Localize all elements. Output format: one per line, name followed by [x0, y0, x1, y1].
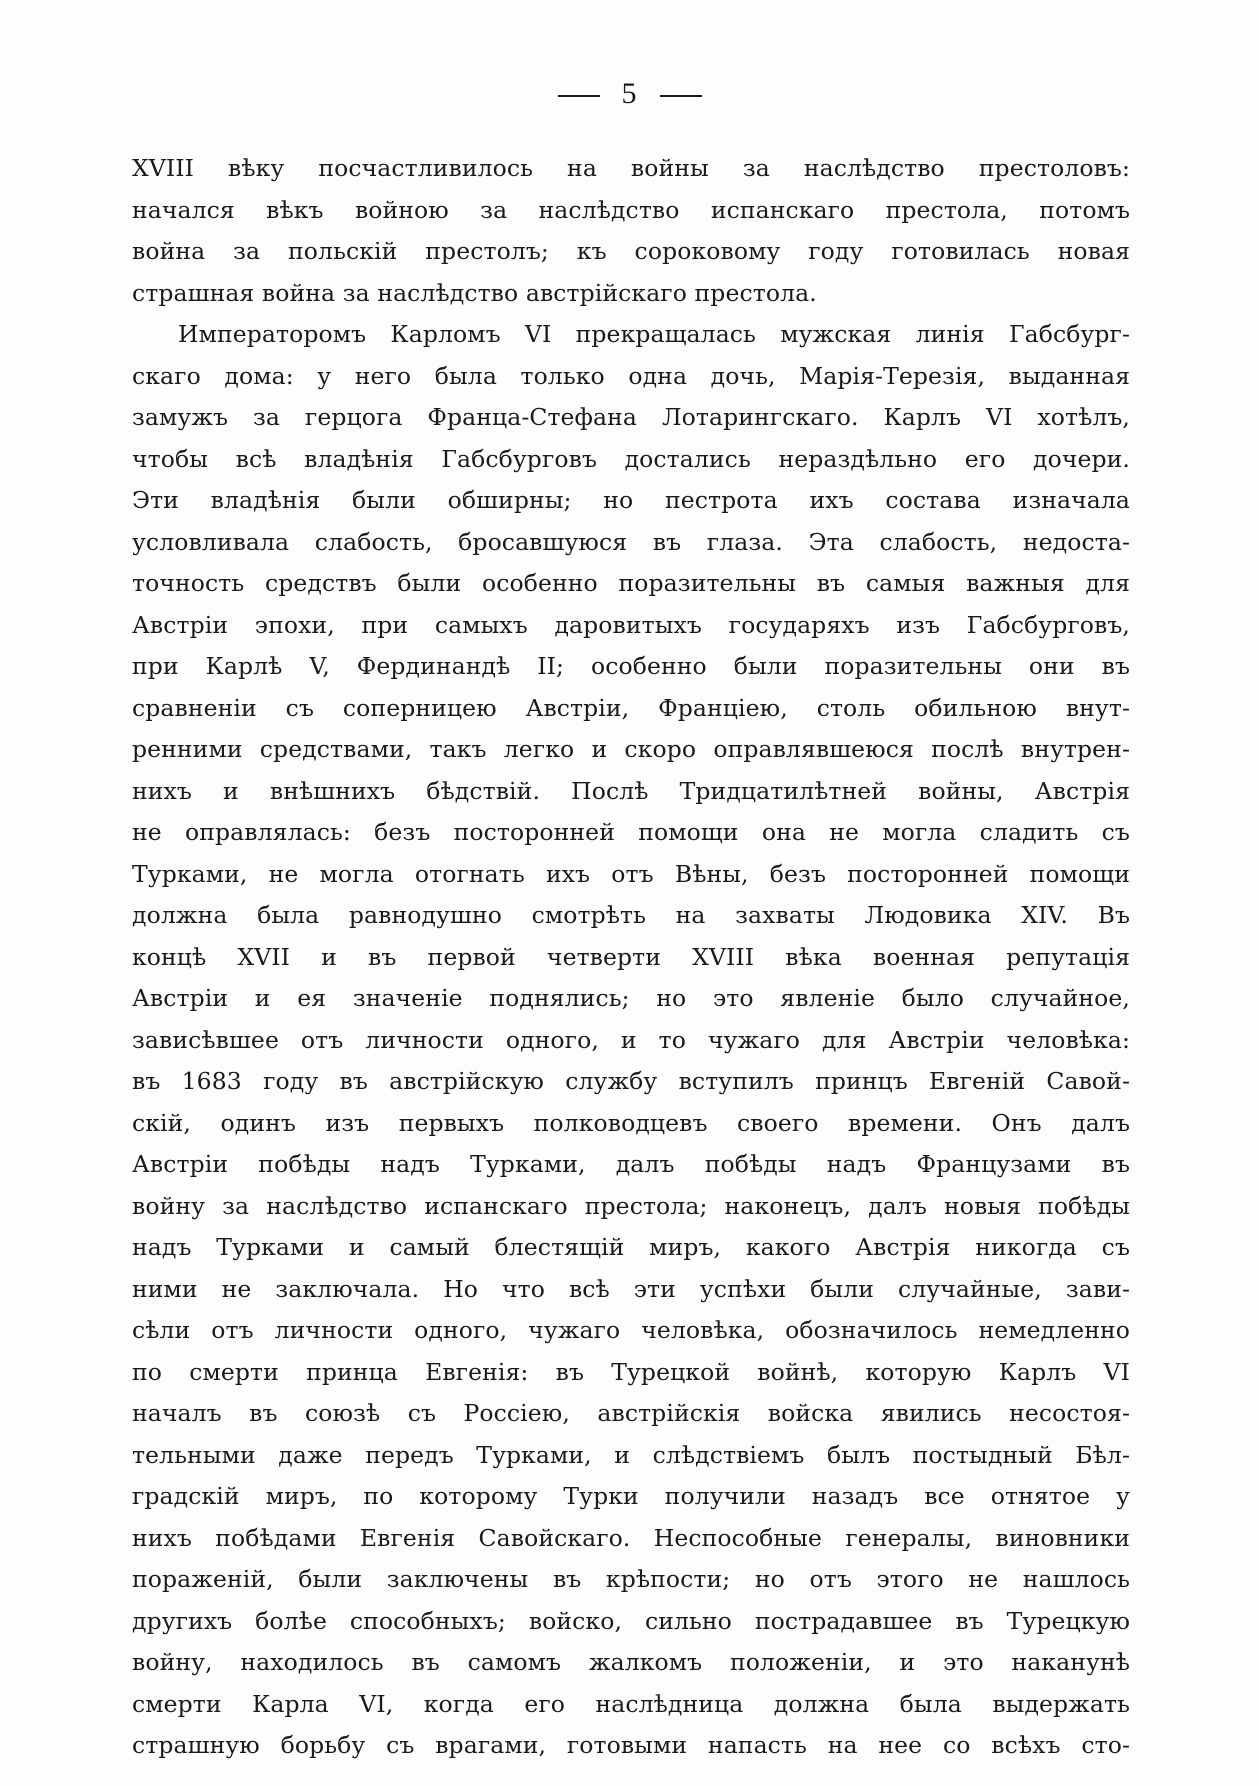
text-line: страшная война за наслѣдство австрійскаго престола. — [132, 278, 817, 307]
text-line: надъ Турками и самый блестящій миръ, какого Австрія никогда съ — [132, 1233, 1130, 1261]
text-line: страшную борьбу съ врагами, готовыми напасть на нее со всѣхъ сто- — [132, 1731, 1130, 1759]
text-line: ренними средствами, такъ легко и скоро оправлявшеюся послѣ внутрен- — [132, 735, 1130, 763]
text-line: XVIII вѣку посчастливилось на войны за наслѣдство престоловъ: — [132, 154, 1130, 182]
text-line: нихъ и внѣшнихъ бѣдствій. Послѣ Тридцатилѣтней войны, Австрія — [132, 776, 1130, 805]
text-line: условливала слабость, бросавшуюся въ глаза. Эта слабость, недоста- — [132, 527, 1130, 556]
text-line: смерти Карла VI, когда его наслѣдница должна была выдержать — [132, 1689, 1130, 1718]
text-line: началъ въ союзѣ съ Россіею, австрійскія войска явились несостоя- — [132, 1399, 1130, 1427]
right-dash — [660, 95, 702, 97]
text-line: замужъ за герцога Франца-Стефана Лотарингскаго. Карлъ VI хотѣлъ, — [132, 403, 1130, 431]
text-line: Эти владѣнія были обширны; но пестрота ихъ состава изначала — [132, 486, 1130, 514]
text-line: чтобы всѣ владѣнія Габсбурговъ достались нераздѣльно его дочери. — [132, 444, 1130, 473]
text-line: точность средствъ были особенно поразительны въ самыя важныя для — [132, 569, 1130, 597]
page-number-header — [0, 74, 1259, 114]
text-line: должна была равнодушно смотрѣть на захваты Людовика XIV. Въ — [132, 901, 1130, 929]
text-line: начался вѣкъ войною за наслѣдство испанскаго престола, потомъ — [132, 195, 1130, 224]
text-line: другихъ болѣе способныхъ; войско, сильно пострадавшее въ Турецкую — [132, 1606, 1130, 1635]
text-line: нихъ побѣдами Евгенія Савойскаго. Неспособные генералы, виновники — [132, 1523, 1130, 1552]
text-line: по смерти принца Евгенія: въ Турецкой войнѣ, которую Карлъ VI — [132, 1357, 1130, 1386]
text-line: войну, находилось въ самомъ жалкомъ положеніи, и это наканунѣ — [132, 1648, 1130, 1676]
text-line: не оправлялась: безъ посторонней помощи она не могла сладить съ — [132, 818, 1130, 846]
page-number: 5 — [621, 77, 638, 110]
text-line: войну за наслѣдство испанскаго престола; наконецъ, далъ новыя побѣды — [132, 1191, 1130, 1220]
text-line: Австріи эпохи, при самыхъ даровитыхъ государяхъ изъ Габсбурговъ, — [132, 610, 1130, 639]
text-line: Императоромъ Карломъ VI прекращалась мужская линія Габсбург- — [178, 320, 1130, 348]
text-line: въ 1683 году въ австрійскую службу вступилъ принцъ Евгеній Савой- — [132, 1067, 1130, 1095]
left-dash — [558, 95, 600, 97]
text-line: градскій миръ, по которому Турки получили назадъ все отнятое у — [132, 1482, 1130, 1510]
text-line: война за польскій престолъ; къ сороковому году готовилась новая — [132, 237, 1130, 265]
text-line: тельными даже передъ Турками, и слѣдствіемъ былъ постыдный Бѣл- — [132, 1440, 1130, 1469]
text-line: зависѣвшее отъ личности одного, и то чужаго для Австріи человѣка: — [132, 1025, 1130, 1054]
text-line: скій, одинъ изъ первыхъ полководцевъ своего времени. Онъ далъ — [132, 1108, 1130, 1137]
text-line: Турками, не могла отогнать ихъ отъ Вѣны, безъ посторонней помощи — [132, 859, 1130, 888]
text-line: сѣли отъ личности одного, чужаго человѣка, обозначилось немедленно — [132, 1316, 1130, 1344]
text-line: концѣ XVII и въ первой четверти XVIII вѣка военная репутація — [132, 942, 1130, 971]
text-line: сравненіи съ соперницею Австріи, Франціею, столь обильною внут- — [132, 693, 1130, 722]
text-line: Австріи и ея значеніе поднялись; но это явленіе было случайное, — [132, 984, 1130, 1012]
text-line: при Карлѣ V, Фердинандѣ II; особенно были поразительны они въ — [132, 652, 1130, 680]
text-line: Австріи побѣды надъ Турками, далъ побѣды надъ Французами въ — [132, 1150, 1130, 1178]
text-line: скаго дома: у него была только одна дочь, Марія-Терезія, выданная — [132, 361, 1130, 390]
body-text — [132, 148, 1130, 1767]
text-line: пораженій, были заключены въ крѣпости; но отъ этого не нашлось — [132, 1565, 1130, 1593]
text-line: ними не заключала. Но что всѣ эти успѣхи были случайные, зави- — [132, 1274, 1130, 1303]
